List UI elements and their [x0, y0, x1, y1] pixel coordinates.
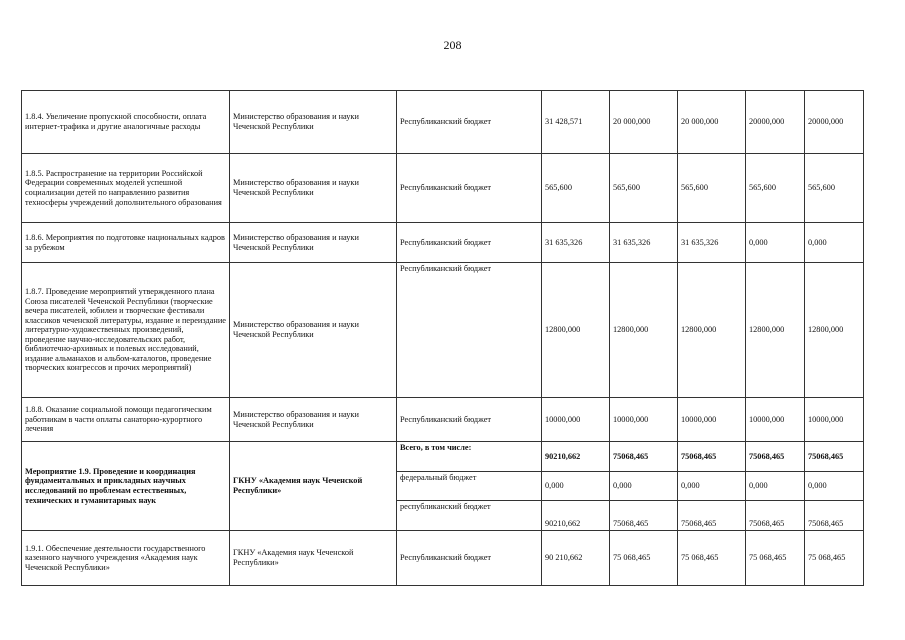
executor-cell: Министерство образования и науки Чеченской Республики [230, 398, 397, 442]
source-cell: Республиканский бюджет [397, 398, 542, 442]
value-cell: 31 635,326 [610, 223, 678, 263]
activity-cell: 1.8.6. Мероприятия по подготовке национальных кадров за рубежом [22, 223, 230, 263]
value-cell: 0,000 [805, 472, 864, 501]
source-cell: федеральный бюджет [397, 472, 542, 501]
source-cell: республиканский бюджет [397, 501, 542, 531]
executor-cell: Министерство образования и науки Чеченской Республики [230, 223, 397, 263]
value-cell: 12800,000 [746, 263, 805, 398]
value-cell: 12800,000 [610, 263, 678, 398]
value-cell: 565,600 [746, 154, 805, 223]
page-number: 208 [443, 38, 462, 52]
budget-table [21, 90, 864, 586]
value-cell: 20000,000 [746, 91, 805, 154]
value-cell: 565,600 [610, 154, 678, 223]
value-cell: 0,000 [610, 472, 678, 501]
table-row [22, 442, 864, 472]
value-cell: 20 000,000 [678, 91, 746, 154]
value-cell: 75068,465 [610, 442, 678, 472]
activity-cell: 1.8.4. Увеличение пропускной способности, оплата интернет-трафика и другие аналогичные расходы [22, 91, 230, 154]
value-cell: 12800,000 [805, 263, 864, 398]
executor-cell: ГКНУ «Академия наук Чеченской Республики» [230, 531, 397, 586]
table-row [22, 223, 864, 263]
executor-cell: Министерство образования и науки Чеченской Республики [230, 263, 397, 398]
value-cell: 75068,465 [805, 501, 864, 531]
source-cell: Республиканский бюджет [397, 91, 542, 154]
source-cell: Республиканский бюджет [397, 223, 542, 263]
group-executor-cell: ГКНУ «Академия наук Чеченской Республики» [230, 442, 397, 531]
value-cell: 75068,465 [746, 442, 805, 472]
value-cell: 0,000 [805, 223, 864, 263]
value-cell: 75 068,465 [610, 531, 678, 586]
table-row [22, 154, 864, 223]
activity-cell: 1.9.1. Обеспечение деятельности государственного казенного научного учреждения «Академия наук Чеченской Республики» [22, 531, 230, 586]
source-cell: Республиканский бюджет [397, 531, 542, 586]
source-cell: Республиканский бюджет [397, 154, 542, 223]
value-cell: 75068,465 [610, 501, 678, 531]
value-cell: 565,600 [805, 154, 864, 223]
value-cell: 90 210,662 [542, 531, 610, 586]
value-cell: 10000,000 [805, 398, 864, 442]
value-cell: 75 068,465 [746, 531, 805, 586]
value-cell: 90210,662 [542, 501, 610, 531]
value-cell: 0,000 [542, 472, 610, 501]
table-row [22, 531, 864, 586]
value-cell: 75068,465 [678, 442, 746, 472]
value-cell: 75068,465 [678, 501, 746, 531]
value-cell: 31 635,326 [678, 223, 746, 263]
table-row [22, 263, 864, 398]
source-cell: Республиканский бюджет [397, 263, 542, 398]
value-cell: 31 635,326 [542, 223, 610, 263]
executor-cell: Министерство образования и науки Чеченской Республики [230, 154, 397, 223]
value-cell: 20000,000 [805, 91, 864, 154]
executor-cell: Министерство образования и науки Чеченской Республики [230, 91, 397, 154]
value-cell: 75068,465 [805, 442, 864, 472]
value-cell: 31 428,571 [542, 91, 610, 154]
value-cell: 90210,662 [542, 442, 610, 472]
value-cell: 75 068,465 [805, 531, 864, 586]
value-cell: 75068,465 [746, 501, 805, 531]
value-cell: 10000,000 [542, 398, 610, 442]
source-cell: Всего, в том числе: [397, 442, 542, 472]
value-cell: 10000,000 [746, 398, 805, 442]
group-activity-cell: Мероприятие 1.9. Проведение и координация фундаментальных и прикладных научных исследований по проблемам естественных, технических и гуманитарных наук [22, 442, 230, 531]
activity-cell: 1.8.7. Проведение мероприятий утвержденного плана Союза писателей Чеченской Республики (творческие вечера писателей, юбилеи и творческие фестивали классиков чеченской литературы, издание и переиздание литературно-художественных произведений, проведение научно-исследовательских работ, библиотечно-архивных и полевых исследований, издание альманахов и альбом-каталогов, проведение творческих конгрессов и прочих мероприятий) [22, 263, 230, 398]
value-cell: 0,000 [746, 223, 805, 263]
value-cell: 20 000,000 [610, 91, 678, 154]
value-cell: 10000,000 [610, 398, 678, 442]
value-cell: 12800,000 [542, 263, 610, 398]
value-cell: 10000,000 [678, 398, 746, 442]
activity-cell: 1.8.5. Распространение на территории Российской Федерации современных моделей успешной социализации детей по направлению развития техносферы учреждений дополнительного образования [22, 154, 230, 223]
value-cell: 565,600 [542, 154, 610, 223]
value-cell: 0,000 [678, 472, 746, 501]
value-cell: 0,000 [746, 472, 805, 501]
activity-cell: 1.8.8. Оказание социальной помощи педагогическим работникам в части оплаты санаторно-курортного лечения [22, 398, 230, 442]
table-row [22, 91, 864, 154]
value-cell: 565,600 [678, 154, 746, 223]
value-cell: 75 068,465 [678, 531, 746, 586]
table-row [22, 398, 864, 442]
value-cell: 12800,000 [678, 263, 746, 398]
